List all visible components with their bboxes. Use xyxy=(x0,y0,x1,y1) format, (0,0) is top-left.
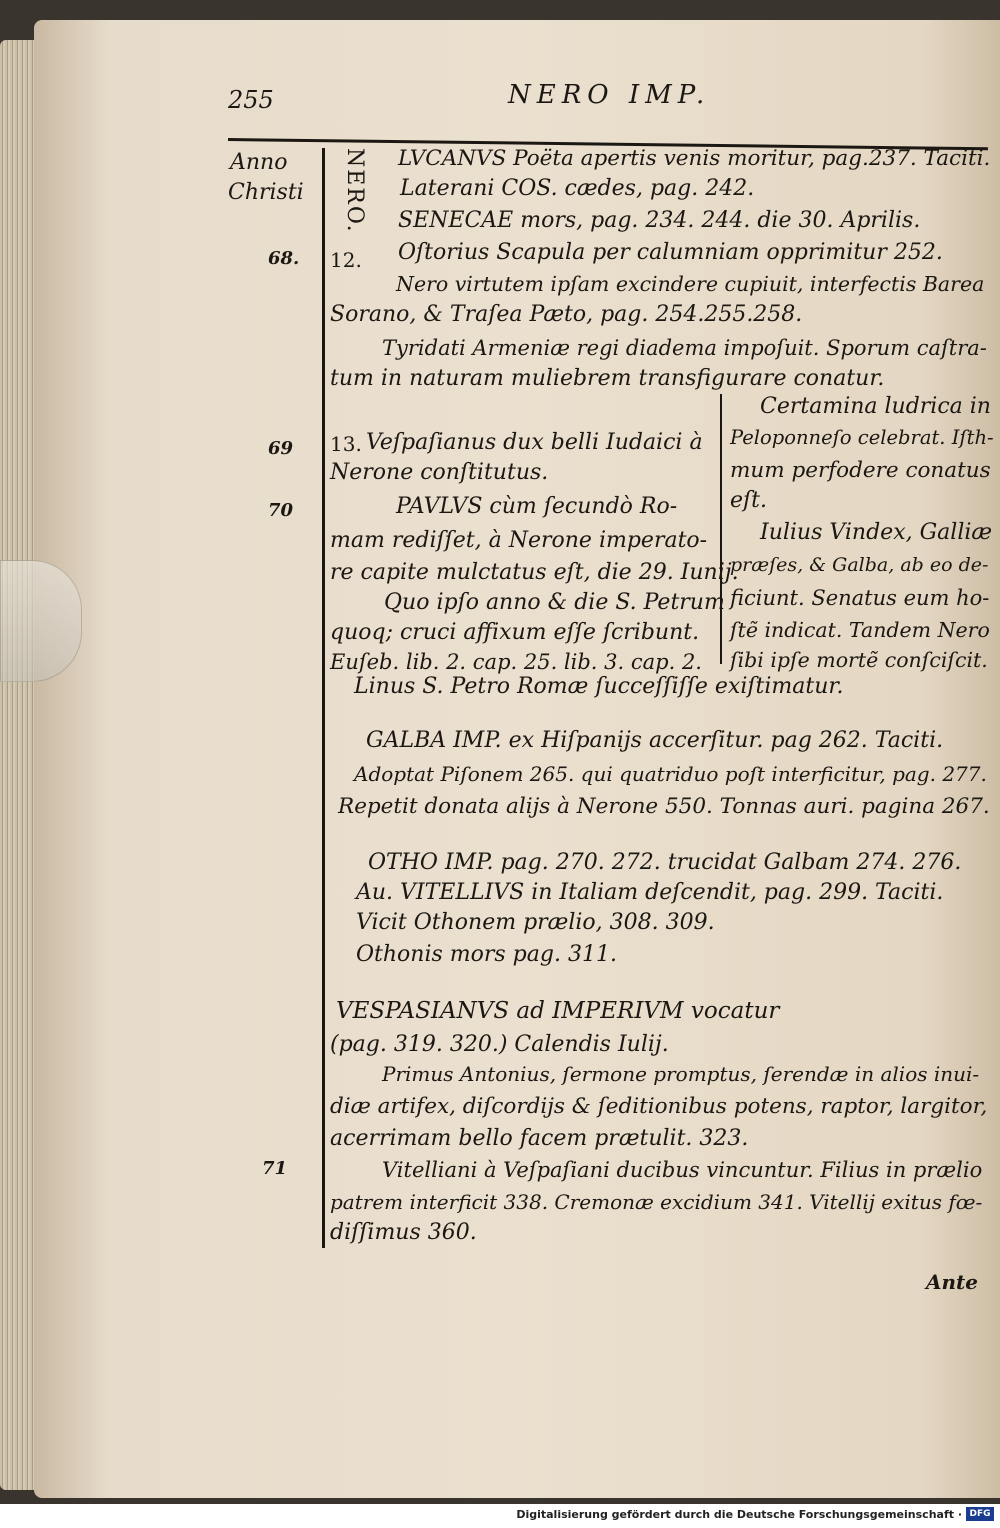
page-number: 255 xyxy=(228,86,274,114)
line-vespasianus: diæ artifex, diſcordijs & ſeditionibus potens, raptor, largitor, xyxy=(330,1094,988,1119)
dfg-logo: DFG xyxy=(966,1507,994,1521)
right-col-line: ficiunt. Senatus eum ho- xyxy=(730,586,990,610)
right-col-line: Peloponneſo celebrat. Iſth- xyxy=(730,426,994,449)
line-tum-in-naturam: tum in naturam muliebrem transfigurare conatur. xyxy=(330,366,885,391)
line-otho: Au. VITELLIVS in Italiam deſcendit, pag. 299. Taciti. xyxy=(356,880,944,905)
line-laterani: Laterani COS. cædes, pag. 242. xyxy=(400,176,755,201)
year-71: 71 xyxy=(262,1158,288,1179)
right-col-line: eſt. xyxy=(730,488,767,513)
line-vespasianus: acerrimam bello facem prætulit. 323. xyxy=(330,1126,749,1151)
line-vespasianus: Vitelliani à Veſpaſiani ducibus vincuntur. Filius in prælio xyxy=(382,1158,983,1182)
column-rule xyxy=(720,394,722,664)
left-col-line: Quo ipſo anno & die S. Petrum xyxy=(384,590,725,615)
line-otho: OTHO IMP. pag. 270. 272. trucidat Galbam 274. 276. xyxy=(368,850,962,875)
year-70: 70 xyxy=(268,500,294,521)
line-ostorius: Oſtorius Scapula per calumniam opprimitur 252. xyxy=(398,240,943,265)
left-col-line: re capite mulctatus eſt, die 29. Iunij. xyxy=(330,560,739,585)
right-col-line: Certamina ludrica in xyxy=(760,394,991,419)
margin-rule xyxy=(322,148,325,1248)
line-otho: Othonis mors pag. 311. xyxy=(356,942,617,967)
line-galba: Repetit donata alijs à Nerone 550. Tonnas auri. pagina 267. xyxy=(338,794,990,819)
anno-label: Anno xyxy=(230,150,288,175)
right-col-line: Iulius Vindex, Galliæ xyxy=(760,520,993,545)
right-col-line: ſibi ipſe mortẽ conſciſcit. xyxy=(730,648,988,672)
running-title: NERO IMP. xyxy=(508,80,711,110)
left-col-line: Veſpaſianus dux belli Iudaici à xyxy=(366,430,703,455)
line-sorano: Sorano, & Traſea Pæto, pag. 254.255.258. xyxy=(330,302,803,327)
line-nero-virtutem: Nero virtutem ipſam excindere cupiuit, interfectis Barea xyxy=(396,272,985,296)
line-galba: Adoptat Piſonem 265. qui quatriduo poſt interficitur, pag. 277. xyxy=(354,762,987,786)
line-vespasianus: patrem interficit 338. Cremonæ excidium 341. Vitellij exitus fœ- xyxy=(330,1190,983,1214)
left-col-line: Nerone conſtitutus. xyxy=(330,460,549,485)
reign-year-13: 13. xyxy=(330,432,362,456)
line-galba: GALBA IMP. ex Hiſpanijs accerſitur. pag 262. Taciti. xyxy=(366,728,944,753)
reign-year-12: 12. xyxy=(330,248,362,272)
line-otho: Vicit Othonem prælio, 308. 309. xyxy=(356,910,715,935)
christi-label: Christi xyxy=(228,180,304,205)
left-col-line: quoq; cruci affixum eſſe ſcribunt. xyxy=(330,620,700,645)
catchword: Ante xyxy=(926,1270,979,1294)
side-label-nero: NERO. xyxy=(342,148,367,234)
line-vespasianus: VESPASIANVS ad IMPERIVM vocatur xyxy=(336,998,780,1024)
year-68: 68. xyxy=(268,248,300,269)
left-col-line: Euſeb. lib. 2. cap. 25. lib. 3. cap. 2. xyxy=(330,650,702,674)
line-tyridati: Tyridati Armeniæ regi diadema impoſuit. Sporum caſtra- xyxy=(382,336,987,360)
right-col-line: præſes, & Galba, ab eo de- xyxy=(730,554,989,576)
line-vespasianus: (pag. 319. 320.) Calendis Iulij. xyxy=(330,1032,669,1057)
left-col-line: PAVLVS cùm ſecundò Ro- xyxy=(396,494,678,519)
right-col-line: mum perfodere conatus xyxy=(730,458,991,483)
year-69: 69 xyxy=(268,438,294,459)
line-linus: Linus S. Petro Romæ ſucceſſiſſe exiſtimatur. xyxy=(354,674,844,699)
plastic-clip xyxy=(0,560,82,682)
line-vespasianus: Primus Antonius, ſermone promptus, ſerendæ in alios inui- xyxy=(382,1062,980,1086)
line-lucanus: LVCANVS Poëta apertis venis moritur, pag.237. Taciti. xyxy=(398,146,991,171)
left-col-line: mam rediſſet, à Nerone imperato- xyxy=(330,528,708,553)
line-vespasianus: diſſimus 360. xyxy=(330,1220,477,1245)
footer-credit: Digitalisierung gefördert durch die Deutsche Forschungsgemeinschaft · xyxy=(516,1508,962,1521)
line-senecae: SENECAE mors, pag. 234. 244. die 30. Aprilis. xyxy=(398,208,921,233)
right-col-line: ſtẽ indicat. Tandem Nero xyxy=(730,618,990,642)
